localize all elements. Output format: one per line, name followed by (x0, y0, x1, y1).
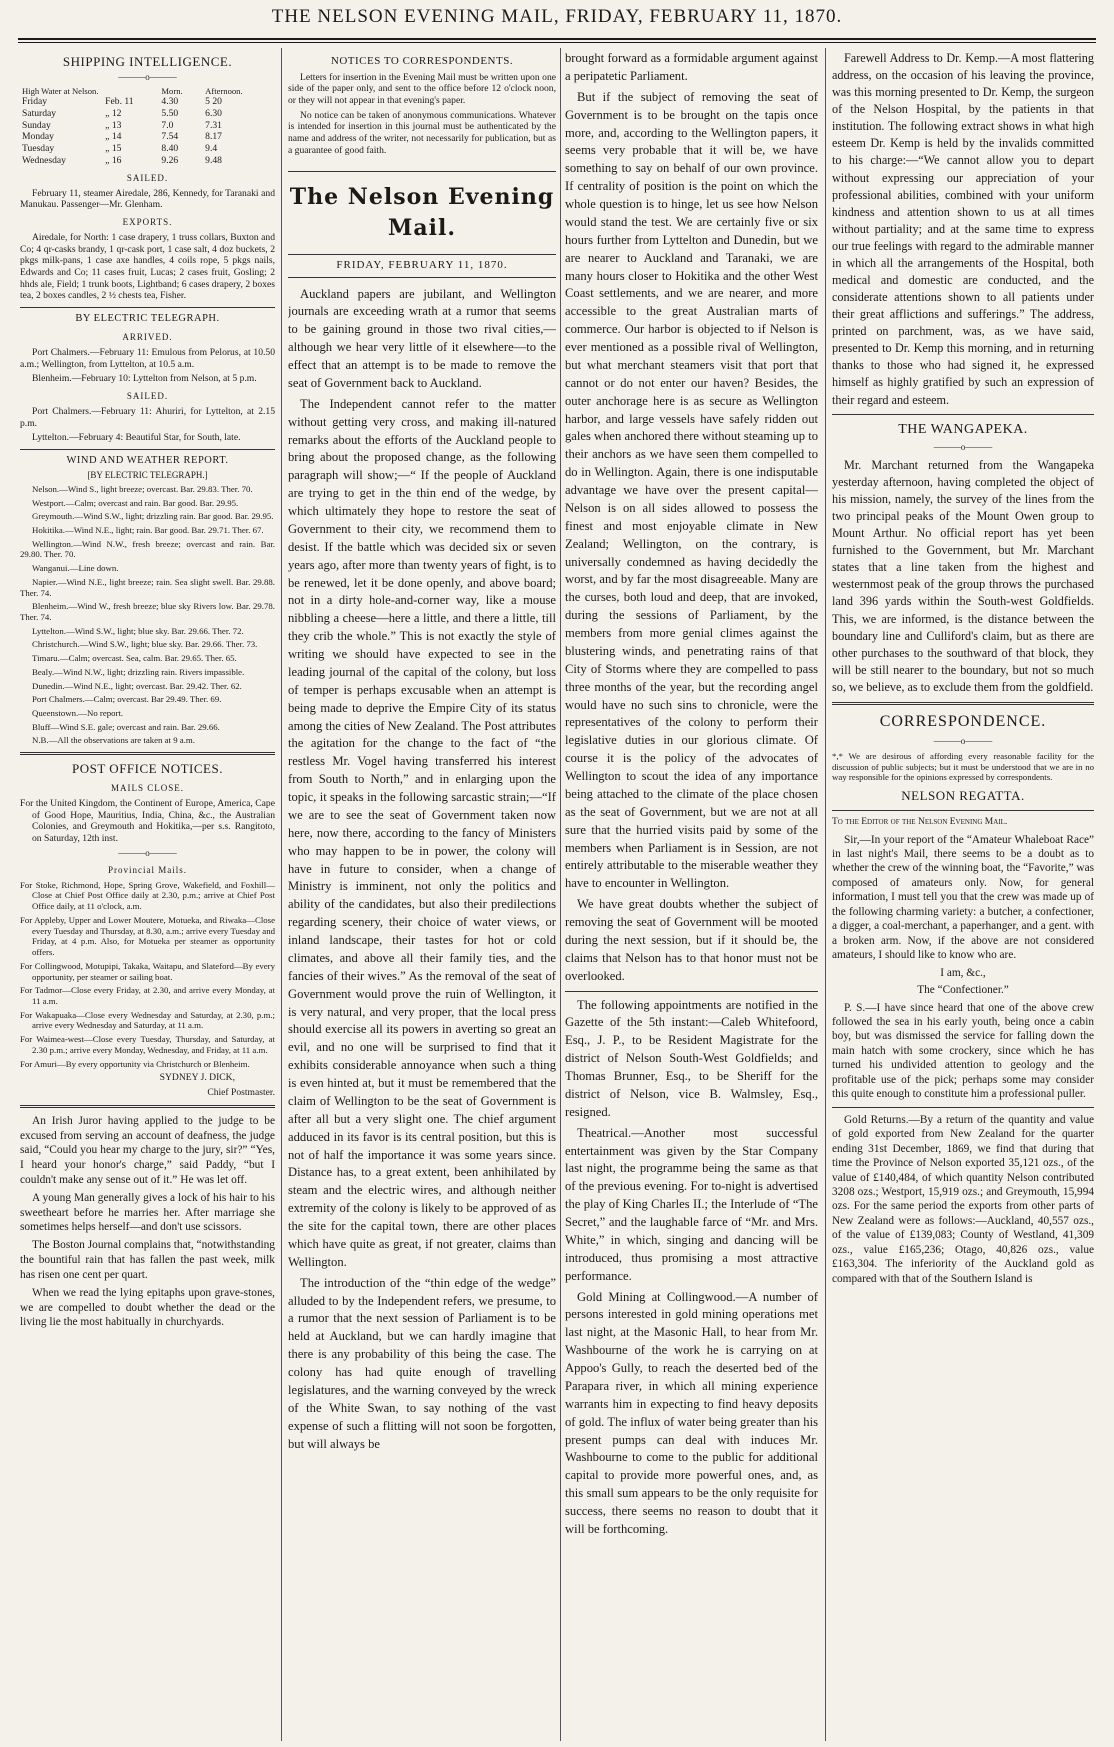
ornament: ———o——— (933, 442, 993, 453)
divider (20, 1105, 275, 1108)
tide-cell: 8.40 (161, 143, 179, 155)
paragraph: No notice can be taken of anonymous communications. Whatever is intended for insertion in this journal must be authenticated by the name and address of the writer, not necessarily for publication, but as a guarantee of good faith. (288, 109, 556, 156)
weather-note: N.B.—All the observations are taken at 9 a.m. (32, 735, 195, 746)
tide-cell: 8.17 (205, 131, 222, 143)
mail-notice: For Stoke, Richmond, Hope, Spring Grove, Wakefield, and Foxhill—Close at Chief Post Office daily at 2.30, p.m.; arrive at Chief Post Office daily, at 11 o'clock, a.m. (20, 879, 275, 912)
closing: I am, &c., (940, 966, 986, 979)
subheading: SAILED. (126, 390, 169, 401)
tide-cell: „ 14 (105, 131, 122, 143)
paragraph: Mr. Marchant returned from the Wangapeka yesterday afternoon, having completed the object of his mission, namely, the survey of the lines from the two principal peaks of the Mount Owen group to Mount Arthur. No official report has yet been furnished to the Government, but Mr. Marchant states that a line taken from the highest and westernmost peak of the group throws the purchased land 396 yards within the South-west Goldfields. This, we are informed, is the distance between the boundary line and Culliford's claim, but as there are other purchases to the southward of that block, they will be still nearer to the boundary, but not so much so, we believe, as to exclude them from the goldfield. (832, 457, 1094, 694)
divider (832, 1107, 1094, 1108)
paper-title: The Nelson Evening Mail. (288, 171, 556, 244)
section-heading: SHIPPING INTELLIGENCE. (62, 54, 233, 69)
tide-cell: „ 16 (105, 154, 122, 166)
weather-line: Wanganui.—Line down. (32, 563, 119, 574)
paragraph: Farewell Address to Dr. Kemp.—A most flattering address, on the occasion of his leaving the province, was this morning presented to Dr. Kemp, the surgeon of the Nelson Hospital, by the patients in that institution. The following extract shows in what high esteem Dr. Kemp is held by the invalids committed to his charge:—“We cannot allow you to depart without expressing our appreciation of your professional abilities, combined with your uniform kindness and attention shown to us at all times without partiality; and at the same time to express our true feelings with regard to the admirable manner in which all the arrangements of the Hospital, both medical and domestic are conducted, and the considerate attentions shown to all patients under their great afflictions and sufferings.” The address, printed on parchment, was, as we have said, presented to Dr. Kemp this morning, and in returning thanks to those who had signed it, he expressed himself as highly gratified by such an expression of their regard and esteem. (832, 51, 1094, 407)
mail-notice: For Appleby, Upper and Lower Moutere, Motueka, and Riwaka—Close every Tuesday and Thursday, at 8.30, a.m.; arrive every Tuesday and Friday, at 4 p.m. Also, for Motueka per steamer as opportunity offers. (20, 914, 275, 958)
ornament: ———o——— (118, 847, 177, 858)
tide-cell: Monday (22, 131, 54, 143)
divider (565, 991, 818, 992)
weather-line: Queenstown.—No report. (32, 708, 124, 719)
paragraph: brought forward as a formidable argument against a peripatetic Parliament. (565, 51, 818, 83)
paragraph: Auckland papers are jubilant, and Wellington journals are exceeding wrath at a rumor that seems to be gaining ground in those two rival cities,—although we hear very little of it elsewhere—to the effect that an attempt is to be made to remove the seat of Government back to Auckland. (288, 286, 556, 390)
paragraph: Lyttelton.—February 4: Beautiful Star, for South, late. (32, 432, 241, 444)
tide-cell: Saturday (22, 108, 57, 120)
tide-header: High Water at Nelson. (22, 85, 99, 96)
paragraph: Sir,—In your report of the “Amateur Whaleboat Race” in last night's Mail, there seems to be a doubt as to whether the crew of the winning boat, the “Favorite,” was composed of amateurs only. Now, for general information, I must tell you that the crew was made up of the following charming variety: a butcher, a confectioner, a digger, a coal-merchant, a paperhanger, and a gent. with a broken arm. Now, if the above are not considered amateurs, I should like to know who are. (832, 833, 1094, 962)
ornament: ———o——— (118, 71, 177, 82)
column-divider (281, 48, 282, 1741)
paragraph: Gold Returns.—By a return of the quantity and value of gold exported from New Zealand for the quarter ending 31st December, 1869, we find that during that time the Province of Nelson exported 35,121 ozs., of the value of £140,484, of which quantity Nelson contributed 3208 ozs.; Westport, 15,919 ozs.; and Greymouth, 15,994 ozs. For the same period the exports from other parts of New Zealand were as follows:—Auckland, 40,557 ozs., of the value of £139,083; County of Westland, 41,309 ozs., value £165,236; Otago, 40,826 ozs., value £163,304. The inferiority of the Auckland gold as compared with that of the Southern Island is (832, 1113, 1094, 1285)
divider (832, 414, 1094, 415)
weather-line: Westport.—Calm; overcast and rain. Bar good. Bar. 29.95. (32, 497, 239, 508)
paragraph: For the United Kingdom, the Continent of Europe, America, Cape of Good Hope, Mauritius, India, China, &c., the Australian Colonies, and Greymouth and Hokitika,—per s.s. Rangitoto, on Saturday, 12th inst. (20, 798, 275, 845)
column-2 (288, 50, 556, 1739)
divider (20, 307, 275, 308)
paragraph: P. S.—I have since heard that one of the above crew followed the sea in his early youth, being once a cabin boy, but was dismissed the service for falling down the main hatch with some crockery, since which he has turned his undivided attention to geology and the profitable use of the pick; perhaps some may consider this quite enough to constitute him a professional puller. (832, 1001, 1094, 1101)
signature: The “Confectioner.” (917, 984, 1009, 997)
paragraph: Letters for insertion in the Evening Mail must be written upon one side of the paper only, and sent to the office before 12 o'clock noon, or they will not appear in that evening's paper. (288, 71, 556, 107)
weather-line: Lyttelton.—Wind S.W., light; blue sky. Bar. 29.66. Ther. 72. (32, 625, 244, 636)
subheading: Provincial Mails. (108, 864, 187, 875)
paragraph: The Independent cannot refer to the matter without getting very cross, and making ill-natured remarks about the efforts of the Auckland people to bring about the proposed change, as the following paragraph will show;—“ If the people of Auckland are trying to get in the thin end of the wedge, by which ultimately they hope to restore the seat of Government to their city, we recommend them to desist. If the battle which was decided six or seven years ago, after more than twenty years of fight, is to be renewed, let it be done openly, and above board; not in a dirty hole-and-corner way, like a mouse nibbling a cheese—here a little, and there a little, till they crib the whole.” This is not exactly the style of writing we should have expected to see in the leading journal of the capital of the colony, but loss of temper is perhaps excusable when an attempt is being made to deprive the Empire City of its status among the cities of New Zealand. The Post attributes the agitation for the change to the fact of “the restless Mr. Vogel having transferred his interest from South to North,” and in enlarging upon the topic, it speaks in the following sarcastic strain;—“If we are to see the seat of Government taken now here, now there, according to the fancy of Ministers who may happen to be in power, the colony will have in future to consider, when a change of Ministry is imminent, not only the politics and ability of the candidates, but also their predilections regarding scenery, their choice of water views, or inland landscape, their tastes for hot or cold climates, and above all their family ties, and the fancies of their wives.” As the removal of the seat of Government would prove the ruin of Wellington, it is very natural, and very proper, that the local press should exercise all its powers in averting so great an evil, and no one will be surprised to find that it exhibits considerable annoyance when such a thing is even hinted at, but it must be remembered that the claim of Wellington to be the seat of Government is after all but a very slight one. The chief argument adduced in its favor is its central position, but this is not of half the importance it was some years since. Distance has, to a great extent, been anhihilated by steam and the electric wires, and although neither extremity of the colony is likely to be approved of as the site for the capital town, there are other places which have quite as great, if not greater, claims than Wellington. (288, 396, 556, 1269)
section-heading: WIND AND WEATHER REPORT. (66, 455, 229, 467)
tide-cell: Sunday (22, 119, 51, 131)
column-divider (560, 48, 561, 1741)
column-4 (832, 50, 1094, 1739)
section-heading: BY ELECTRIC TELEGRAPH. (75, 313, 220, 325)
divider (832, 810, 1094, 811)
weather-line: Christchurch.—Wind S.W., light; blue sky. Bar. 29.66. Ther. 73. (32, 639, 258, 650)
dateline: FRIDAY, FEBRUARY 11, 1870. (288, 254, 556, 278)
paragraph: Gold Mining at Collingwood.—A number of persons interested in gold mining operations met last night, at the Masonic Hall, to hear from Mr. Washbourne of the work he is carrying on at Appoo's Gully, to reach the deserted bed of the Parapara river, in which all mining experience warrants him in expecting to find heavy deposits of gold. The influx of water being greater than his present pumps can deal with induces Mr. Washbourne to come to the public for additional capital to provide more powerful ones, and, as this small sum appears to be the only requisite for success, there seems no reason to doubt that it will be forthcoming. (565, 1289, 818, 1536)
weather-line: Dunedin.—Wind N.E., light; overcast. Bar. 29.42. Ther. 62. (32, 680, 242, 691)
paragraph: When we read the lying epitaphs upon grave-stones, we are compelled to doubt whether the dead or the living lie the most habitually in churchyards. (20, 1286, 275, 1329)
subheading: SAILED. (126, 172, 169, 183)
paragraph: An Irish Juror having applied to the judge to be excused from serving an account of deafness, the judge said, “Could you hear my charge to the jury, sir?” “Yes, I heard your honor's charge,” said Paddy, “but I couldn't make any sense out of it.” He was let off. (20, 1114, 275, 1186)
weather-line: Blenheim.—Wind W., fresh breeze; blue sky Rivers low. Bar. 29.78. Ther. 74. (20, 601, 275, 622)
tide-header: Morn. (161, 85, 183, 96)
paragraph: Port Chalmers.—February 11: Emulous from Pelorus, at 10.50 a.m.; Wellington, from Lyttelton, at 10.5 a.m. (20, 346, 275, 370)
tide-cell: „ 15 (105, 143, 122, 155)
tide-cell: Feb. 11 (105, 96, 134, 108)
paragraph: Airedale, for North: 1 case drapery, 1 truss collars, Buxton and Co; 4 qr-casks brandy, 1 qr-cask port, 1 case salt, 4 doz buckets, 2 pkgs milk-pans, 1 case axe handles, 4 coils rope, 5 pkgs nails, Edwards and Co; 11 cases fruit, Lucas; 2 cases fruit, Gosling; 2 hhds ale, Field; 1 trunk boots, Lightband; 6 cases drapery, 2 boxes tea, 2 boxes candles, 2 ½ chests tea, Fisher. (20, 231, 275, 302)
column-divider (825, 48, 826, 1741)
paragraph: Port Chalmers.—February 11: Ahuriri, for Lyttelton, at 2.15 p.m. (20, 405, 275, 429)
paragraph: Theatrical.—Another most successful entertainment was given by the Star Company last night, the programme being the same as that of the previous evening. For to-night is advertised the play of King Charles II.; the Interlude of “The Secret,” and the laughable farce of “Mr. and Mrs. White,” in which, singing and dancing will be introduced, thus promising a most attractive performance. (565, 1125, 818, 1283)
masthead-rule (18, 38, 1096, 40)
signature: SYDNEY J. DICK, (159, 1072, 235, 1084)
weather-line: Bealy.—Wind N.W., light; drizzling rain. Rivers impassible. (32, 666, 245, 677)
tide-cell: 7.0 (161, 119, 174, 131)
tide-cell: Tuesday (22, 143, 55, 155)
column-3 (565, 50, 818, 1739)
mail-notice: For Wakapuaka—Close every Wednesday and Saturday, at 2.30, p.m.; arrive every Wednesday and Saturday, at 11 a.m. (20, 1009, 275, 1031)
signature-title: Chief Postmaster. (207, 1086, 275, 1098)
tide-cell: „ 12 (105, 108, 122, 120)
tide-cell: „ 13 (105, 119, 122, 131)
section-heading: NOTICES TO CORRESPONDENTS. (330, 55, 514, 67)
tide-cell: 9.4 (205, 143, 218, 155)
mail-notice: For Waimea-west—Close every Tuesday, Thursday, and Saturday, at 2.30 p.m.; arrive every Monday, Wednesday, and Friday, at 11 a.m. (20, 1034, 275, 1055)
tide-cell: 6.30 (205, 108, 222, 120)
tide-cell: 7.31 (205, 119, 222, 131)
paragraph: The introduction of the “thin edge of the wedge” alluded to by the Independent refers, we presume, to a rumor that the next session of Parliament is to be held at Auckland, but we can hardly imagine that there is any probability of this being the case. The colony has had quite enough of travelling legislatures, and the warning conveyed by the wreck of the White Swan, to say nothing of the vast expense of such a flitting will not soon be forgotten, but will always be (288, 1275, 556, 1451)
subheading: ARRIVED. (122, 331, 173, 342)
tide-header: Afternoon. (205, 85, 243, 96)
weather-line: Nelson.—Wind S., light breeze; overcast. Bar. 29.83. Ther. 70. (32, 483, 253, 494)
tide-cell: 5.50 (161, 108, 179, 120)
subheading: EXPORTS. (122, 216, 173, 227)
weather-line: Port Chalmers.—Calm; overcast. Bar 29.49. Ther. 69. (32, 694, 222, 705)
weather-line: Timaru.—Calm; overcast. Sea, calm. Bar. 29.65. Ther. 65. (32, 653, 237, 664)
weather-line: Napier.—Wind N.E., light breeze; rain. Sea slight swell. Bar. 29.88. Ther. 74. (20, 576, 275, 598)
divider (20, 752, 275, 755)
subheading: [BY ELECTRIC TELEGRAPH.] (87, 469, 208, 480)
tide-cell: Friday (22, 96, 48, 108)
subheading: MAILS CLOSE. (110, 783, 184, 794)
tide-cell: 5 20 (205, 96, 222, 108)
section-heading: NELSON REGATTA. (901, 788, 1025, 804)
editor-note: *,* We are desirous of affording every reasonable facility for the discussion of public subjects; but it must be understood that we are in no way responsible for the opinions expressed by correspondents. (832, 750, 1094, 783)
weather-line: Greymouth.—Wind S.W., light; drizzling rain. Bar good. Bar. 29.95. (32, 511, 274, 522)
paragraph: A young Man generally gives a lock of his hair to his sweetheart before he marries her. After marriage she sometimes helps herself—and don't use scissors. (20, 1191, 275, 1234)
section-heading: CORRESPONDENCE. (879, 712, 1047, 730)
section-heading: THE WANGAPEKA. (898, 421, 1028, 437)
tide-table (20, 86, 275, 167)
paragraph: We have great doubts whether the subject of removing the seat of Government will be mooted during the next session, but if it should be, the claims that Nelson has to that honor must not be overlooked. (565, 897, 818, 983)
paragraph: The Boston Journal complains that, “notwithstanding the bountiful rain that has fallen the past week, milk has risen one cent per quart. (20, 1239, 275, 1281)
paragraph: February 11, steamer Airedale, 286, Kennedy, for Taranaki and Manukau. Passenger—Mr. Glenham. (20, 187, 275, 211)
masthead: THE NELSON EVENING MAIL, FRIDAY, FEBRUARY 11, 1870. (271, 6, 843, 27)
divider (20, 449, 275, 450)
tide-cell: 9.48 (205, 154, 222, 166)
salutation: To the Editor of the Nelson Evening Mail. (832, 817, 1008, 828)
weather-line: Bluff—Wind S.E. gale; overcast and rain. Bar. 29.66. (32, 721, 220, 732)
paragraph: But if the subject of removing the seat of Government is to be brought on the tapis once more, and, according to the Wellington papers, it seems very probable that it will be, we have something to say on behalf of our own province. If centrality of position is the point on which the whole question is to hinge, let us see how Nelson would stand the test. We are certainly five or six hours further from Lyttelton and Dunedin, but we are nearer to Auckland and Taranaki, we are many hours closer to Hokitika and the other West Coast settlements, and we are nearer, and more accessible to the great Australian marts of commerce. Our harbor is objected to if Nelson is ever mentioned as a possible rival of Wellington, but what merchant steamers visit that port that cannot or do not enter our haven? Besides, the outer anchorage here is as secure as Wellington harbor, and large vessels have safely ridden out gales when anchored there without steaming up to their anchors as we have seen them compelled to do in Wellington. Again, there is one indisputable advantage we have over the present capital—Nelson is on all sides allowed to possess the finest and most enjoyable climate in New Zealand; Wellington, on the contrary, is universally condemned as having decidedly the worst, and by far the most disagreeable. Many are the curses, both loud and deep, that are invoked, during the sessions of Parliament, by the members from more genial climes against the blustering winds, and penetrating rains of that City of Storms where they are compelled to pass three months of the year, but the recording angel would have no such sins to chronicle, were the representatives of the colony to perform their legislative duties in our glorious climate. Of course it is the policy of the advocates of Wellington to scout the idea of any importance being attached to the climate of the place chosen as the seat of Government, but we are not at all sure that the hurried visits paid by some of the members when Parliament is in Session, are not entirely attributable to the miserable weather they have to encounter in Wellington. (565, 89, 818, 891)
column-1 (20, 50, 275, 1739)
tide-cell: 9.26 (161, 154, 179, 166)
divider (832, 702, 1094, 705)
tide-cell: 7.54 (161, 131, 179, 143)
mail-notice: For Amuri—By every opportunity via Christchurch or Blenheim. (20, 1058, 250, 1069)
tide-cell: 4.30 (161, 96, 179, 108)
paragraph: Blenheim.—February 10: Lyttelton from Nelson, at 5 p.m. (32, 373, 257, 385)
section-heading: POST OFFICE NOTICES. (72, 761, 223, 777)
ornament: ———o——— (933, 736, 993, 747)
masthead-rule-thin (18, 42, 1096, 43)
mail-notice: For Collingwood, Motupipi, Takaka, Waitapu, and Slateford—By every opportunity, per steamer or sailing boat. (20, 960, 275, 982)
mail-notice: For Tadmor—Close every Friday, at 2.30, and arrive every Monday, at 11 a.m. (20, 985, 275, 1006)
weather-line: Wellington.—Wind N.W., fresh breeze; overcast and rain. Bar. 29.80. Ther. 70. (20, 538, 275, 560)
weather-line: Hokitika.—Wind N.E., light; rain. Bar good. Bar. 29.71. Ther. 67. (32, 524, 264, 535)
paragraph: The following appointments are notified in the Gazette of the 5th instant:—Caleb Whitefoord, Esq., J. P., to be Resident Magistrate for the district of Nelson South-West Goldfields; and Thomas Brunner, Esq., to be Sheriff for the district of Nelson, vice B. Walmsley, Esq., resigned. (565, 997, 818, 1119)
tide-cell: Wednesday (22, 154, 66, 166)
